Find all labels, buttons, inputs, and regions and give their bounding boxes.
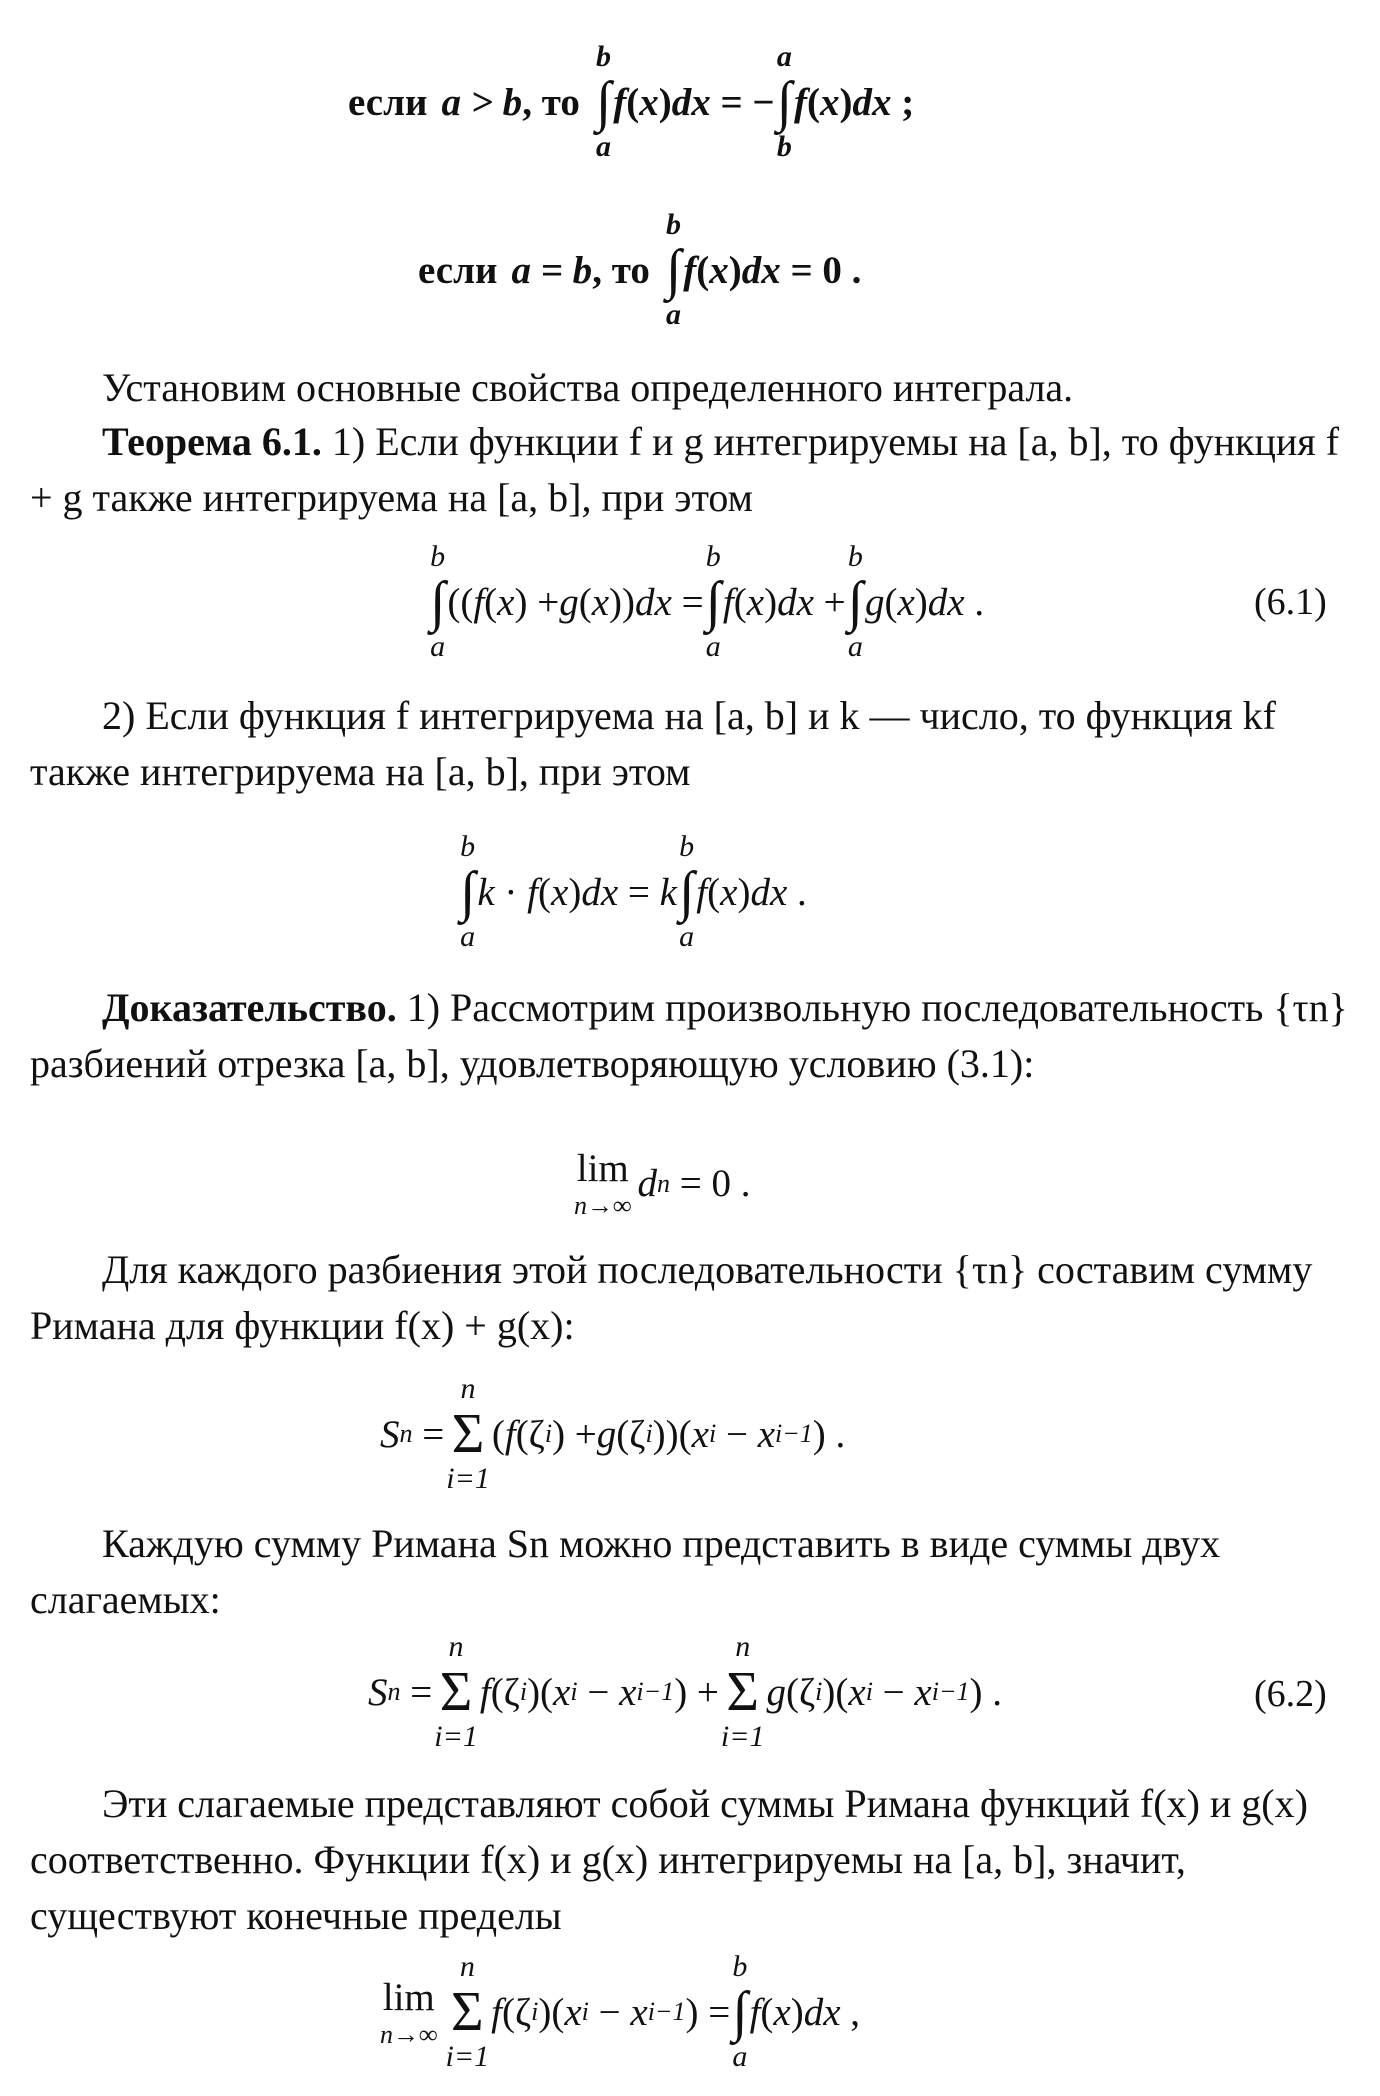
equation-number-6-2: (6.2) — [1254, 1673, 1327, 1715]
proof-heading: Доказательство. — [102, 985, 397, 1030]
paragraph-property-2: 2) Если функция f интегрируема на [a, b] и k — число, то функция kf также интегрируема на [a, b], при этом — [30, 693, 1276, 794]
paragraph-two-terms: Каждую сумму Римана Sn можно представить в виде суммы двух слагаемых: — [30, 1521, 1221, 1622]
formula-final-limit: lim n→∞ n Σ i=1 f (ζ i )( x i − x i−1 ) = b ∫ a f ( x ) dx , — [380, 1950, 861, 2073]
formula-a-greater-b: если a > b , то b ∫ a f ( x ) dx = − a ∫ b f ( x ) dx ; — [348, 40, 915, 163]
paragraph-intro: Установим основные свойства определенного интеграла. — [102, 365, 1074, 410]
theorem-heading: Теорема 6.1. — [102, 419, 322, 464]
proof-text: 1) Рассмотрим произвольную последовательность {τn} разбиений отрезка [a, b], удовлетворяющую условию (3.1): — [30, 985, 1348, 1086]
theorem-text: 1) Если функции f и g интегрируемы на [a, b], то функция f + g также интегрируема на [a, b], при этом — [30, 419, 1340, 520]
theorem-paragraph — [30, 414, 1350, 526]
paragraph-riemann-sum: Для каждого разбиения этой последовательности {τn} составим сумму Римана для функции f(x) + g(x): — [30, 1247, 1313, 1348]
formula-a-equals-b: если a = b , то b ∫ a f ( x ) dx = 0 . — [418, 208, 862, 331]
equation-number-6-1: (6.1) — [1254, 581, 1327, 623]
formula-limit-dn: lim n→∞ d n = 0 . — [574, 1147, 751, 1220]
paragraph-conclusion: Эти слагаемые представляют собой суммы Римана функций f(x) и g(x) соответственно. Функции f(x) и g(x) интегрируемы на [a, b], значит, существуют конечные пределы — [30, 1781, 1308, 1938]
formula-6-1: b ∫ a (( f ( x ) + g ( x )) dx = b ∫ a f ( x ) dx + b ∫ a g ( x ) dx . — [430, 540, 985, 663]
formula-riemann-sum: S n = n Σ i=1 ( f (ζ i ) + g (ζ i ))( x i − x i−1 ) . — [380, 1372, 846, 1495]
proof-paragraph — [30, 980, 1350, 1092]
formula-6-2: S n = n Σ i=1 f (ζ i )( x i − x i−1 ) + n Σ i=1 g (ζ i )( x i − x i−1 ) . — [368, 1630, 1003, 1753]
formula-constant-factor: b ∫ a k · f ( x ) dx = k b ∫ a f ( x ) dx . — [460, 830, 807, 953]
